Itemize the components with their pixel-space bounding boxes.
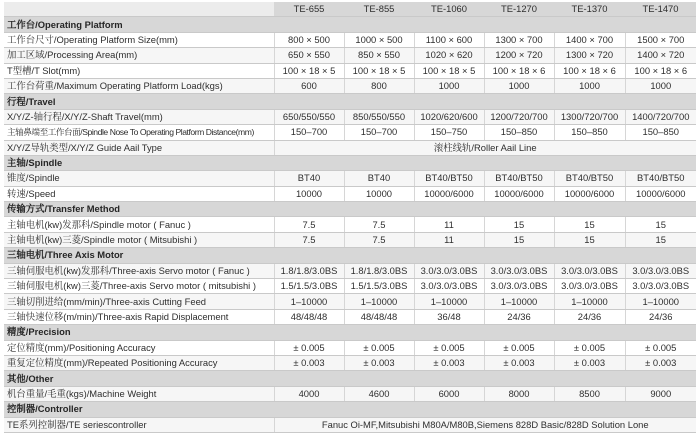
spec-value: ± 0.003 — [344, 355, 414, 370]
spec-value: ± 0.005 — [414, 340, 484, 355]
spec-value: 800 × 500 — [274, 32, 344, 47]
spec-value: 1.5/1.5/3.0BS — [274, 279, 344, 294]
section-title: 控制器/Controller — [4, 402, 696, 417]
spec-value: 1–10000 — [554, 294, 625, 309]
spec-value: 800 — [344, 78, 414, 93]
spec-label: 定位精度(mm)/Positioning Accuracy — [4, 340, 274, 355]
spec-value: 4000 — [274, 386, 344, 401]
spec-value: 1200/720/700 — [484, 109, 554, 124]
spec-value: BT40/BT50 — [554, 171, 625, 186]
model-header: TE-1370 — [554, 2, 625, 17]
spec-value: 1000 — [625, 78, 696, 93]
spec-value: 8500 — [554, 386, 625, 401]
spec-body — [4, 17, 696, 433]
spec-value: ± 0.003 — [484, 355, 554, 370]
spec-value: 15 — [554, 217, 625, 232]
spec-label: 工作台尺寸/Operating Platform Size(mm) — [4, 32, 274, 47]
section-title: 其他/Other — [4, 371, 696, 386]
spec-label: X/Y/Z-轴行程/X/Y/Z-Shaft Travel(mm) — [4, 109, 274, 124]
spec-value: 1000 — [484, 78, 554, 93]
spec-value: 9000 — [625, 386, 696, 401]
section-title: 传输方式/Transfer Method — [4, 202, 696, 217]
spec-value: 150–700 — [344, 125, 414, 140]
spec-value: 10000 — [274, 186, 344, 201]
spec-label: 加工区域/Processing Area(mm) — [4, 48, 274, 63]
spec-value: 100 × 18 × 5 — [414, 63, 484, 78]
spec-value: ± 0.005 — [484, 340, 554, 355]
spec-value: 1400 × 700 — [554, 32, 625, 47]
spec-row — [4, 386, 696, 401]
spec-value-all-models: Fanuc Oi-MF,Mitsubishi M80A/M80B,Siemens 828D Basic/828D Solution Lone — [274, 417, 696, 432]
section-header-row — [4, 155, 696, 170]
spec-value: 15 — [625, 232, 696, 247]
spec-value: 10000/6000 — [554, 186, 625, 201]
spec-value: BT40 — [344, 171, 414, 186]
spec-value: 1300/720/700 — [554, 109, 625, 124]
model-header: TE-655 — [274, 2, 344, 17]
spec-value: 3.0/3.0/3.0BS — [414, 263, 484, 278]
model-header: TE-1270 — [484, 2, 554, 17]
spec-row — [4, 417, 696, 432]
spec-value: ± 0.003 — [554, 355, 625, 370]
spec-label: 机台重量/毛重(kgs)/Machine Weight — [4, 386, 274, 401]
spec-value: 150–850 — [484, 125, 554, 140]
spec-value: 1020/620/600 — [414, 109, 484, 124]
spec-label: 三轴伺服电机(kw)发那科/Three-axis Servo motor ( Fanuc ) — [4, 263, 274, 278]
spec-value: 1020 × 620 — [414, 48, 484, 63]
spec-value: ± 0.005 — [274, 340, 344, 355]
spec-table — [4, 2, 696, 433]
spec-value-all-models: 滚柱线轨/Roller Aail Line — [274, 140, 696, 155]
spec-value: 850/550/550 — [344, 109, 414, 124]
spec-row — [4, 32, 696, 47]
section-title: 工作台/Operating Platform — [4, 17, 696, 32]
spec-value: 10000/6000 — [414, 186, 484, 201]
spec-value: 1400/720/700 — [625, 109, 696, 124]
spec-label: 三轴伺服电机(kw)三菱/Three-axis Servo motor ( mitsubishi ) — [4, 279, 274, 294]
spec-row — [4, 355, 696, 370]
spec-value: 48/48/48 — [274, 309, 344, 324]
spec-value: 1000 — [554, 78, 625, 93]
spec-value: 650 × 550 — [274, 48, 344, 63]
spec-value: 1200 × 720 — [484, 48, 554, 63]
spec-label: 重复定位精度(mm)/Repeated Positioning Accuracy — [4, 355, 274, 370]
section-header-row — [4, 325, 696, 340]
spec-row — [4, 309, 696, 324]
spec-row — [4, 340, 696, 355]
spec-value: 1.8/1.8/3.0BS — [344, 263, 414, 278]
spec-value: 1100 × 600 — [414, 32, 484, 47]
spec-value: 3.0/3.0/3.0BS — [484, 263, 554, 278]
spec-label: 主轴电机(kw)发那科/Spindle motor ( Fanuc ) — [4, 217, 274, 232]
spec-value: 15 — [484, 232, 554, 247]
spec-value: 24/36 — [554, 309, 625, 324]
spec-value: ± 0.005 — [344, 340, 414, 355]
spec-value: 1400 × 720 — [625, 48, 696, 63]
spec-value: 100 × 18 × 6 — [484, 63, 554, 78]
spec-row — [4, 78, 696, 93]
spec-value: 10000/6000 — [625, 186, 696, 201]
spec-value: 7.5 — [274, 232, 344, 247]
spec-value: 10000/6000 — [484, 186, 554, 201]
spec-value: 10000 — [344, 186, 414, 201]
spec-value: ± 0.005 — [554, 340, 625, 355]
spec-value: 3.0/3.0/3.0BS — [625, 279, 696, 294]
spec-value: 650/550/550 — [274, 109, 344, 124]
spec-value: 3.0/3.0/3.0BS — [625, 263, 696, 278]
section-title: 行程/Travel — [4, 94, 696, 109]
model-header: TE-855 — [344, 2, 414, 17]
spec-value: 3.0/3.0/3.0BS — [414, 279, 484, 294]
spec-value: 100 × 18 × 6 — [625, 63, 696, 78]
spec-value: ± 0.003 — [274, 355, 344, 370]
spec-label: 转速/Speed — [4, 186, 274, 201]
spec-value: 1–10000 — [344, 294, 414, 309]
spec-value: 24/36 — [625, 309, 696, 324]
section-header-row — [4, 248, 696, 263]
spec-value: BT40/BT50 — [484, 171, 554, 186]
spec-value: 850 × 550 — [344, 48, 414, 63]
spec-value: 11 — [414, 217, 484, 232]
spec-value: ± 0.003 — [625, 355, 696, 370]
spec-row — [4, 109, 696, 124]
section-title: 三轴电机/Three Axis Motor — [4, 248, 696, 263]
header-row — [4, 2, 696, 17]
spec-value: 1300 × 700 — [484, 32, 554, 47]
spec-value: 7.5 — [344, 232, 414, 247]
spec-value: 1000 × 500 — [344, 32, 414, 47]
spec-value: 15 — [554, 232, 625, 247]
spec-value: 100 × 18 × 5 — [344, 63, 414, 78]
spec-value: 4600 — [344, 386, 414, 401]
spec-label: TE系列控制器/TE seriescontroller — [4, 417, 274, 432]
spec-row — [4, 186, 696, 201]
spec-value: 150–850 — [625, 125, 696, 140]
spec-value: 1.8/1.8/3.0BS — [274, 263, 344, 278]
spec-row — [4, 171, 696, 186]
spec-row — [4, 63, 696, 78]
spec-row — [4, 294, 696, 309]
spec-value: 150–750 — [414, 125, 484, 140]
spec-label: 主轴鼻端至工作台面/Spindle Nose To Operating Platform Distance(mm) — [4, 125, 274, 140]
section-header-row — [4, 94, 696, 109]
spec-value: 1000 — [414, 78, 484, 93]
section-header-row — [4, 17, 696, 32]
spec-value: 1300 × 720 — [554, 48, 625, 63]
spec-value: 1–10000 — [625, 294, 696, 309]
spec-label: X/Y/Z导轨类型/X/Y/Z Guide Aail Type — [4, 140, 274, 155]
spec-value: 24/36 — [484, 309, 554, 324]
spec-value: 6000 — [414, 386, 484, 401]
spec-value: 150–700 — [274, 125, 344, 140]
model-header: TE-1470 — [625, 2, 696, 17]
spec-value: 11 — [414, 232, 484, 247]
section-title: 主轴/Spindle — [4, 155, 696, 170]
spec-label: 主轴电机(kw)三菱/Spindle motor ( Mitsubishi ) — [4, 232, 274, 247]
header-corner — [4, 2, 274, 17]
spec-label: 工作台荷重/Maximum Operating Platform Load(kgs) — [4, 78, 274, 93]
spec-value: 15 — [484, 217, 554, 232]
section-header-row — [4, 402, 696, 417]
spec-row — [4, 232, 696, 247]
spec-label: 三轴切削进给(mm/min)/Three-axis Cutting Feed — [4, 294, 274, 309]
spec-value: BT40/BT50 — [625, 171, 696, 186]
spec-value: 1.5/1.5/3.0BS — [344, 279, 414, 294]
section-header-row — [4, 371, 696, 386]
spec-row — [4, 263, 696, 278]
spec-value: 1–10000 — [414, 294, 484, 309]
spec-row — [4, 217, 696, 232]
spec-value: 15 — [625, 217, 696, 232]
spec-value: 3.0/3.0/3.0BS — [554, 279, 625, 294]
model-header: TE-1060 — [414, 2, 484, 17]
spec-value: ± 0.005 — [625, 340, 696, 355]
spec-value: 1500 × 700 — [625, 32, 696, 47]
section-title: 精度/Precision — [4, 325, 696, 340]
spec-value: 1–10000 — [274, 294, 344, 309]
spec-label: 锥度/Spindle — [4, 171, 274, 186]
spec-value: 600 — [274, 78, 344, 93]
spec-value: 3.0/3.0/3.0BS — [484, 279, 554, 294]
spec-value: 100 × 18 × 5 — [274, 63, 344, 78]
spec-value: 7.5 — [274, 217, 344, 232]
spec-value: 3.0/3.0/3.0BS — [554, 263, 625, 278]
spec-value: 36/48 — [414, 309, 484, 324]
spec-value: 8000 — [484, 386, 554, 401]
spec-label: 三轴快速位移(m/min)/Three-axis Rapid Displacement — [4, 309, 274, 324]
section-header-row — [4, 202, 696, 217]
spec-label: T型槽/T Slot(mm) — [4, 63, 274, 78]
spec-value: BT40 — [274, 171, 344, 186]
spec-value: 1–10000 — [484, 294, 554, 309]
spec-row — [4, 125, 696, 140]
spec-value: 48/48/48 — [344, 309, 414, 324]
spec-value: 150–850 — [554, 125, 625, 140]
spec-row — [4, 279, 696, 294]
spec-row — [4, 140, 696, 155]
spec-value: ± 0.003 — [414, 355, 484, 370]
spec-value: BT40/BT50 — [414, 171, 484, 186]
spec-value: 7.5 — [344, 217, 414, 232]
spec-value: 100 × 18 × 6 — [554, 63, 625, 78]
spec-row — [4, 48, 696, 63]
